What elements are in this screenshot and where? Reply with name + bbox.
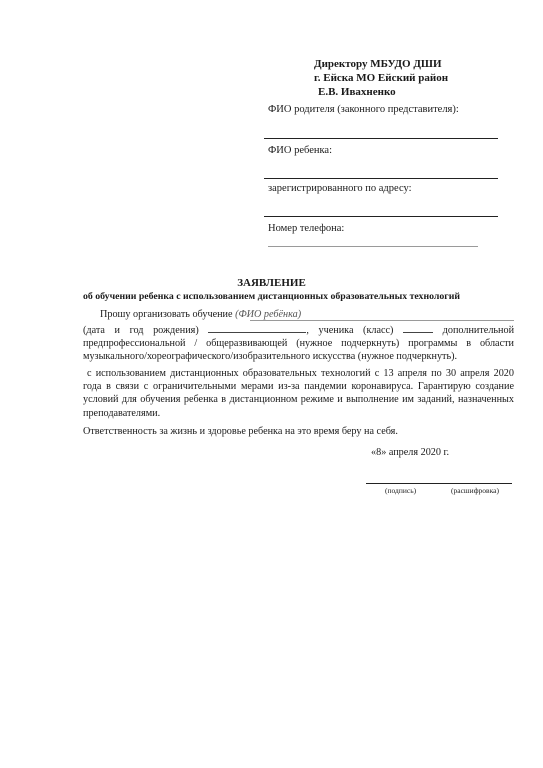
dob-text: (дата и год рождения): [83, 325, 199, 336]
child-name-fill-line[interactable]: [250, 320, 514, 321]
parent-name-line[interactable]: [264, 138, 498, 139]
child-name-line[interactable]: [264, 178, 498, 179]
addressee-line-1: Директору МБУДО ДШИ: [314, 58, 442, 70]
document-subtitle: об обучении ребенка с использованием дистанционных образовательных технологий: [83, 291, 460, 302]
responsibility-text: Ответственность за жизнь и здоровье ребенка на это время беру на себя.: [83, 426, 398, 437]
signature-caption: (подпись): [385, 486, 417, 495]
decode-caption: (расшифровка): [451, 486, 499, 495]
date-text: «8» апреля 2020 г.: [371, 447, 450, 458]
child-name-placeholder: (ФИО ребёнка): [235, 309, 302, 320]
address-line[interactable]: [264, 216, 498, 217]
phone-line[interactable]: [268, 246, 478, 247]
addressee-line-3: Е.В. Ивахненко: [318, 86, 396, 98]
document-title: ЗАЯВЛЕНИЕ: [237, 277, 306, 289]
address-label: зарегистрированного по адресу:: [268, 183, 412, 194]
request-text: Прошу организовать обучение: [100, 309, 233, 320]
child-name-label: ФИО ребенка:: [268, 145, 332, 156]
class-fill-line[interactable]: [403, 323, 433, 333]
phone-label: Номер телефона:: [268, 223, 345, 234]
pupil-class-text: , ученика (класс): [306, 325, 394, 336]
parent-name-label: ФИО родителя (законного представителя):: [268, 104, 459, 115]
signature-line[interactable]: [366, 483, 512, 484]
dob-fill-line[interactable]: [208, 323, 306, 333]
paragraph-2: с использованием дистанционных образовательных технологий с 13 апреля по 30 апреля 2020 года в связи с ограничительными мерами из-за пандемии коронавируса. Гарантирую создание условий для обучения ребенка в дистанционном режиме и выполнение им заданий, назначенных преподавателями.: [83, 368, 514, 419]
program-text: дополнительной предпрофессиональной / общеразвивающей (нужное подчеркнуть) программы в области музыкального/хореографического/изобразительного искусства (нужное подчеркнуть).: [83, 325, 515, 363]
addressee-line-2: г. Ейска МО Ейский район: [314, 72, 449, 84]
paragraph-1: [83, 323, 514, 364]
